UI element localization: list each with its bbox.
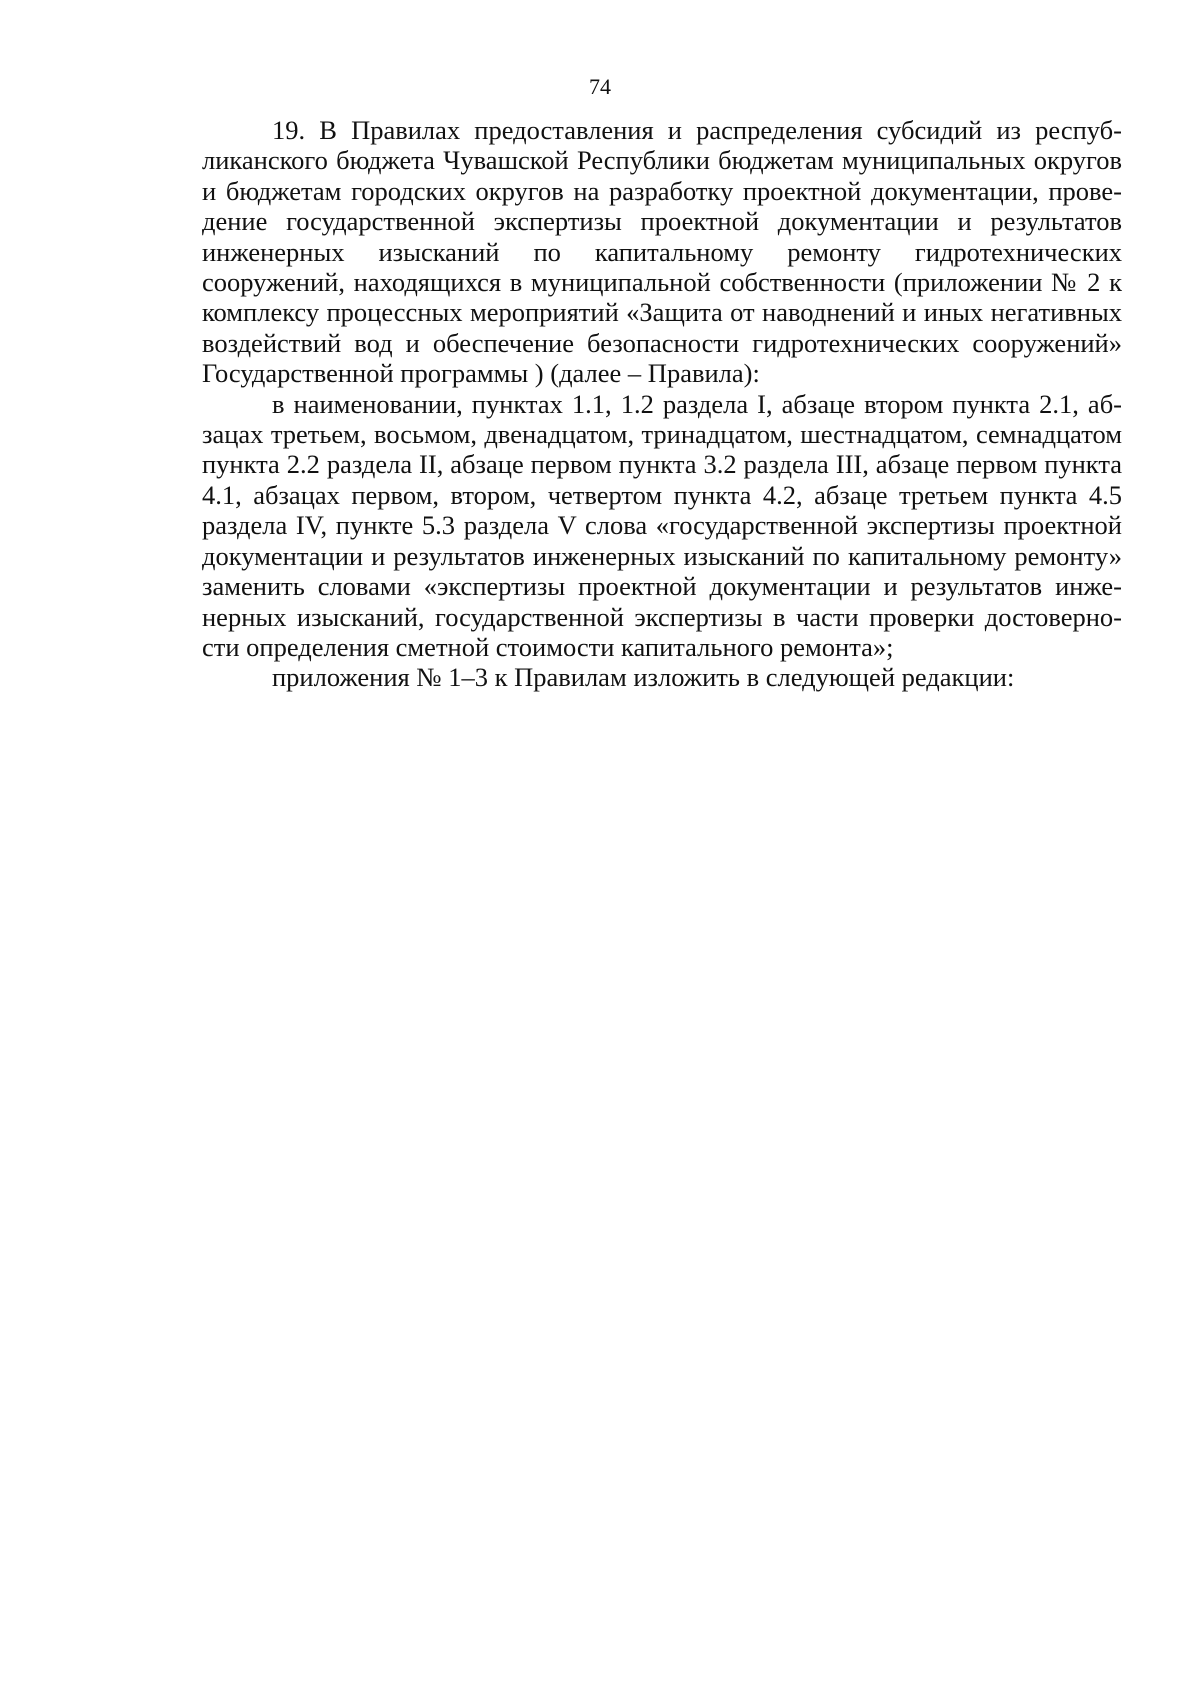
paragraph-appendices-clause: приложения № 1–3 к Правилам изложить в следующей редакции: bbox=[272, 662, 1015, 693]
page-number: 74 bbox=[589, 74, 611, 99]
document-body bbox=[202, 115, 1122, 693]
paragraph-replacement-clause: в наименовании, пунктах 1.1, 1.2 раздела I, абзаце втором пункта 2.1, абзацах третьем, восьмом, двенадцатом, тринадцатом, шестнадцатом, семнадцатом пункта 2.2 раздела II, абзаце первом пункта 3.2 раздела III, абзаце первом пункта 4.1, абзацах первом, втором, четвертом пункта 4.2, абзаце третьем пункта 4.5 раздела IV, пункте 5.3 раздела V слова «государственной экспертизы проектной документации и результатов инженерных изысканий по капитальному ремонту» заменить словами «экспертизы проектной документации и результатов инженерных изысканий, государственной экспертизы в части проверки достоверности определения сметной стоимости капитального ремонта»; bbox=[202, 388, 1122, 662]
paragraph-amendment-19: 19. В Правилах предоставления и распределения субсидий из республиканского бюджета Чувашской Республики бюджетам муниципальных округов и бюджетам городских округов на разработку проектной документации, проведение государственной экспертизы проектной документации и результатов инженерных изысканий по капитальному ремонту гидротехнических сооружений, находящихся в муниципальной собственности (приложении № 2 к комплексу процессных мероприятий «Защита от наводнений и иных негативных воздействий вод и обеспечение безопасности гидротехнических сооружений» Государственной программы ) (далее – Правила): bbox=[202, 115, 1122, 389]
